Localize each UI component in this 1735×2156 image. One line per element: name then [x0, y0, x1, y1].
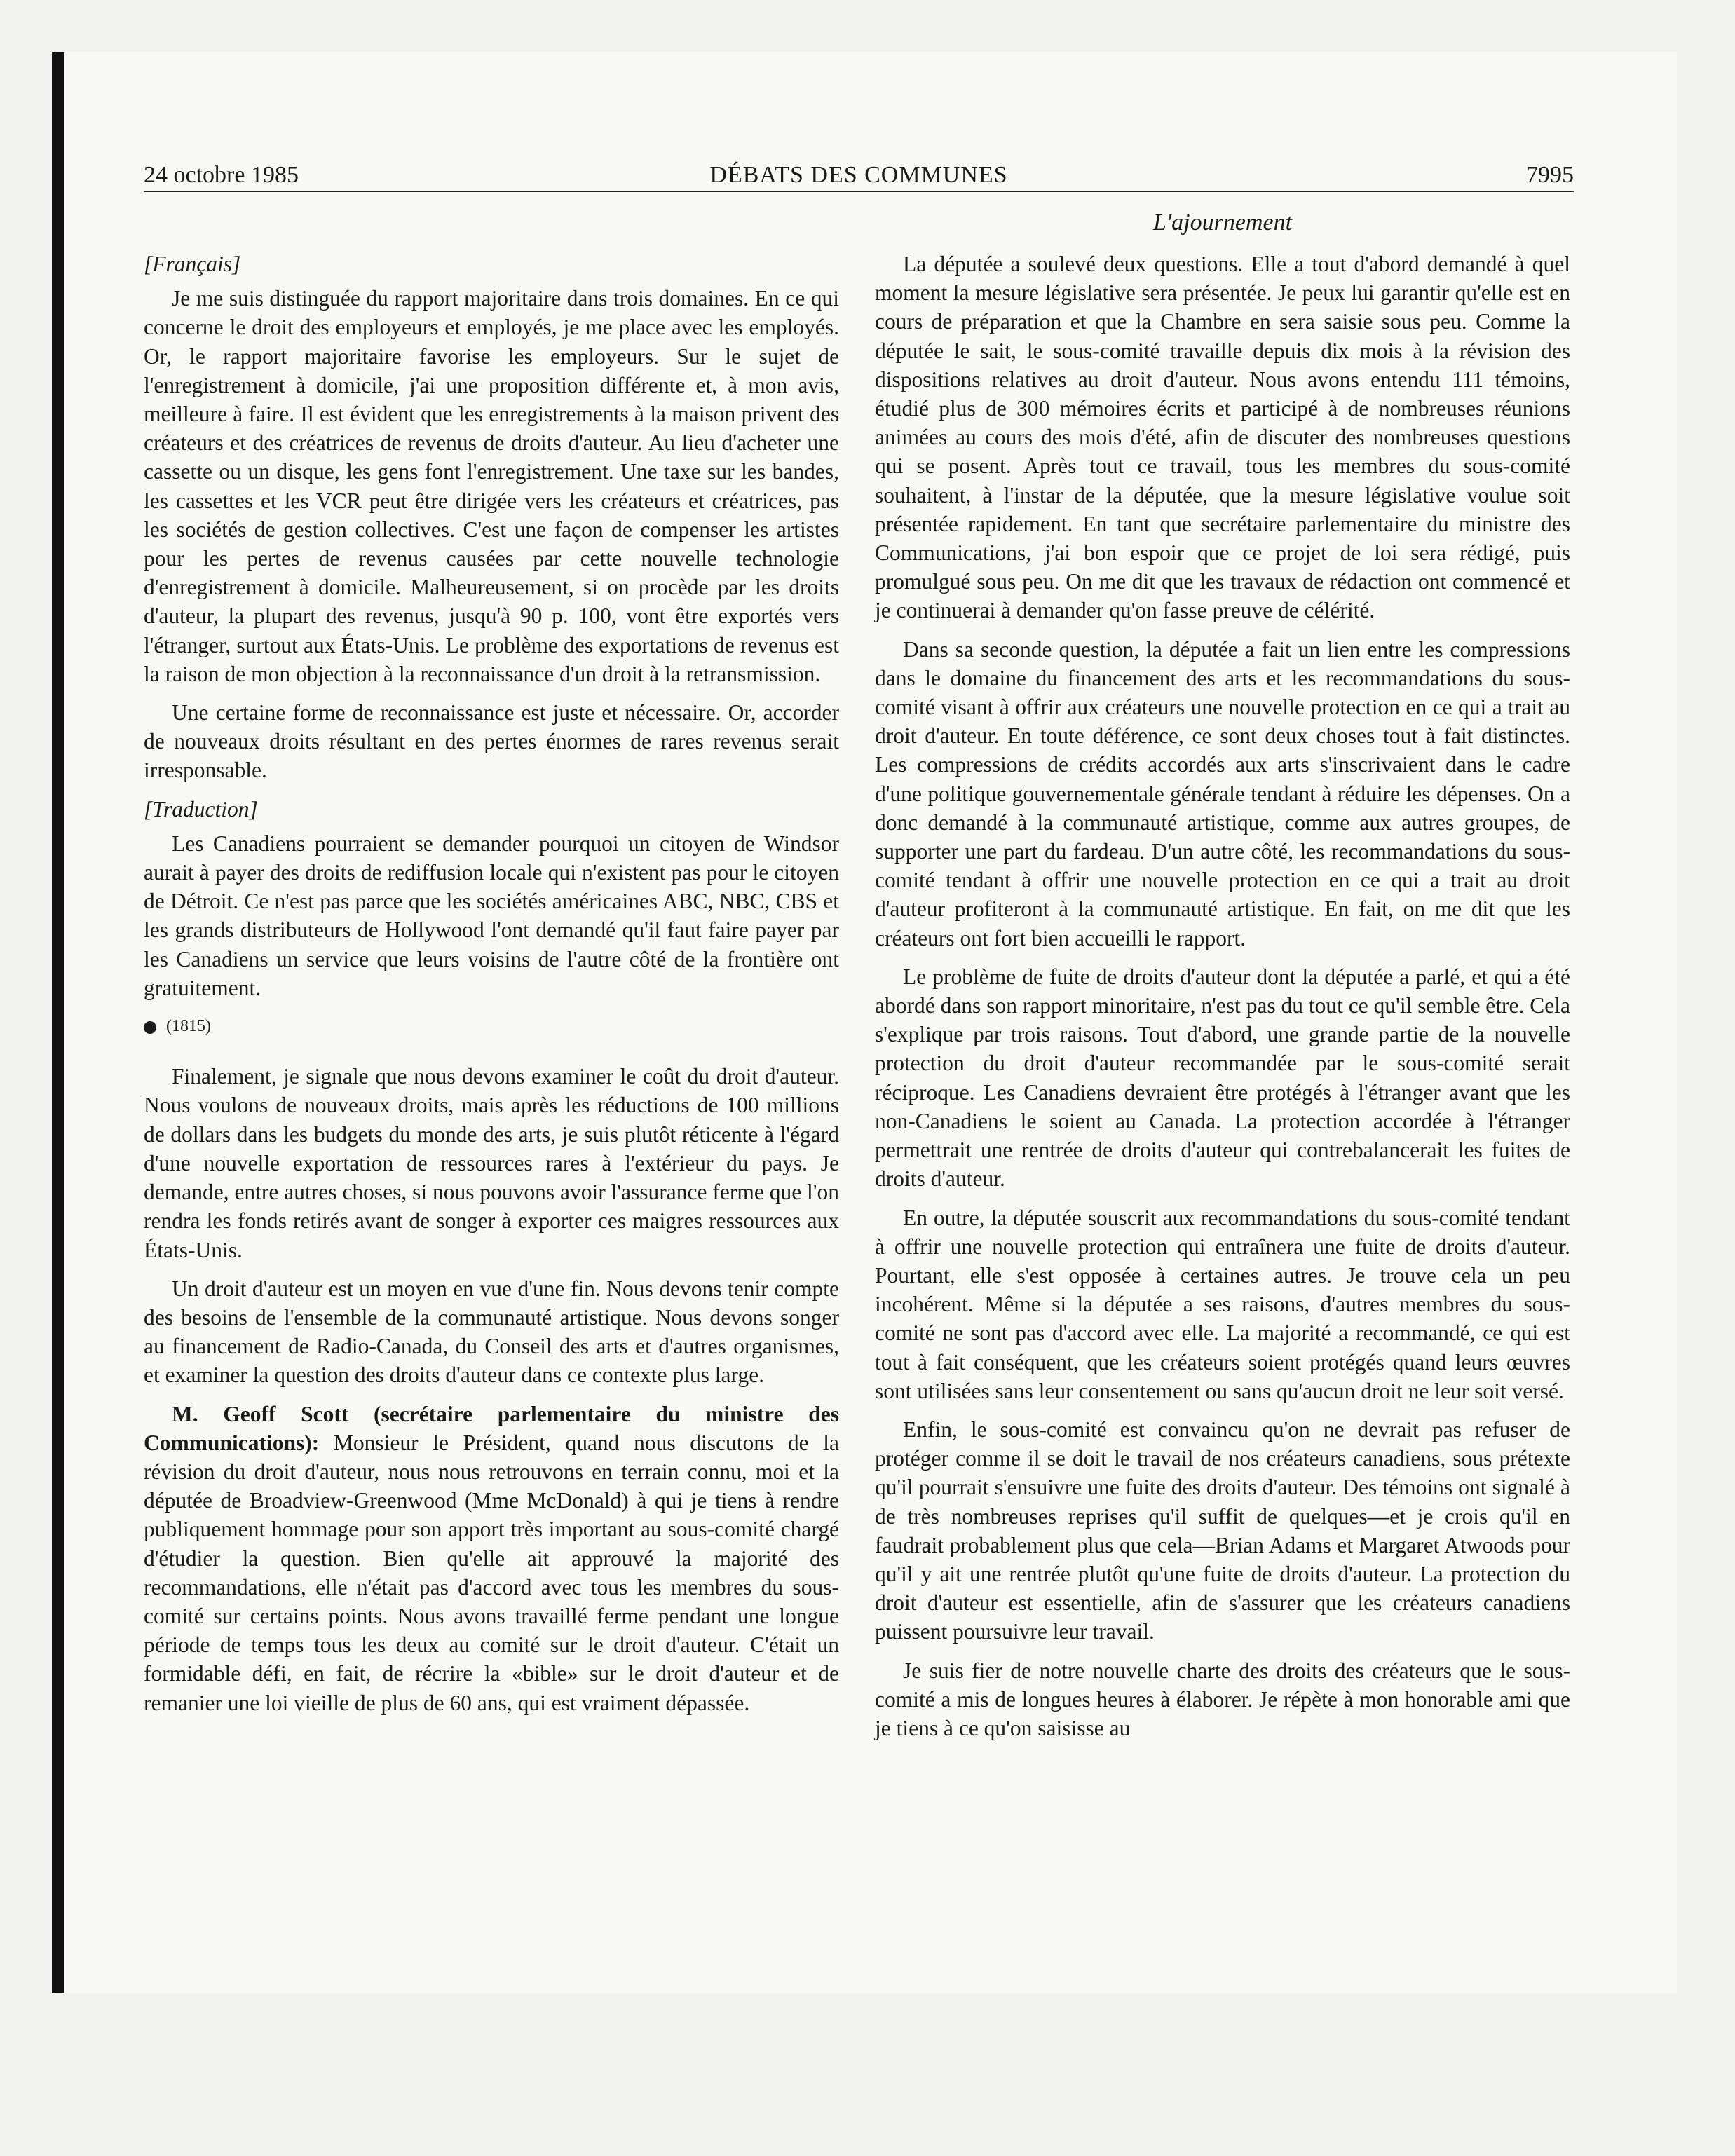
paragraph: Finalement, je signale que nous devons examiner le coût du droit d'auteur. Nous voulons de nouveaux droits, mais après les réductions de 100 millions de dollars dans les budgets du monde des arts, je suis plutôt réticente à l'égard d'une nouvelle exportation de ressources rares à l'extérieur du pays. Je demande, entre autres choses, si nous pouvons avoir l'assurance ferme que l'on rendra les fonds retirés avant de songer à exporter ces maigres ressources aux États-Unis. — [144, 1064, 839, 1262]
paragraph: En outre, la députée souscrit aux recommandations du sous-comité tendant à offrir une nouvelle protection qui entraînera une fuite de droits d'auteur. Pourtant, elle s'est opposée à certaines autres. Je trouve cela un peu incohérent. Même si la députée a ses raisons, d'autres membres du sous-comité ne sont pas d'accord avec elle. La majorité a recommandé, ce qui est tout à fait conséquent, que les créateurs soient protégés quand leurs œuvres sont utilisées sans leur consentement ou sans qu'aucun droit ne leur soit versé. — [875, 1205, 1570, 1403]
paragraph: Je suis fier de notre nouvelle charte des droits des créateurs que le sous-comité a mis de longues heures à élaborer. Je répète à mon honorable ami que je tiens à ce qu'on saisisse au — [875, 1658, 1570, 1740]
language-tag-traduction: [Traduction] — [144, 796, 258, 821]
header-title: DÉBATS DES COMMUNES — [709, 162, 1008, 188]
section-title: L'ajournement — [1152, 210, 1293, 236]
speaker-paragraph — [144, 1400, 839, 1717]
header-date: 24 octobre 1985 — [144, 162, 299, 188]
paragraph: Une certaine forme de reconnaissance est juste et nécessaire. Or, accorder de nouveaux droits résultant en des pertes énormes de rares revenus serait irresponsable. — [144, 700, 839, 783]
paragraph: Dans sa seconde question, la députée a fait un lien entre les compressions dans le domaine du financement des arts et les recommandations du sous-comité visant à offrir aux créateurs une nouvelle protection en ce qui a trait au droit d'auteur. En toute déférence, ce sont deux choses tout à fait distinctes. Les compressions de crédits accordés aux arts s'inscrivaient dans le cadre d'une politique gouvernementale générale tendant à réduire les dépenses. On a donc demandé à la communauté artistique, comme aux autres groupes, de supporter une part du fardeau. D'un autre côté, les recommandations du sous-comité tendant à offrir une nouvelle protection en ce qui a trait au droit d'auteur profiteront à la communauté artistique. En fait, on me dit que les créateurs ont fort bien accueilli le rapport. — [875, 636, 1570, 950]
speaker-name: M. Geoff Scott (secrétaire parlementaire du ministre des Communications): — [144, 1401, 839, 1455]
speech-text: Monsieur le Président, quand nous discutons de la révision du droit d'auteur, nous nous retrouvons en terrain connu, moi et la députée de Broadview-Greenwood (Mme McDonald) à qui je tiens à rendre publiquement hommage pour son apport très important au sous-comité chargé d'étudier la question. Bien qu'elle ait approuvé la majorité des recommandations, elle n'était pas d'accord avec tous les membres du sous-comité sur certains points. Nous avons travaillé ferme pendant une longue période de temps tous les deux au comité sur le droit d'auteur. C'était un formidable défi, en fait, de récrire la «bible» sur le droit d'auteur et de remanier une loi vieille de plus de 60 ans, qui est vraiment dépassée. — [144, 1430, 839, 1715]
paragraph: Enfin, le sous-comité est convaincu qu'on ne devrait pas refuser de protéger comme il se doit le travail de nos créateurs canadiens, sous prétexte qu'il pourrait s'ensuivre une fuite des droits d'auteur. Des témoins ont signalé à de très nombreuses reprises qu'il suffit de quelques—et je crois qu'il en faudrait probablement plus que cela—Brian Adams et Margaret Atwoods pour qu'il y ait une rentrée plutôt qu'une fuite de droits d'auteur. La protection du droit d'auteur est essentielle, afin de s'assurer que les créateurs canadiens puissent poursuivre leur travail. — [875, 1417, 1570, 1644]
paragraph: La députée a soulevé deux questions. Elle a tout d'abord demandé à quel moment la mesure législative sera présentée. Je peux lui garantir qu'elle est en cours de préparation et que la Chambre en sera saisie sous peu. Comme la députée le sait, le sous-comité travaille depuis dix mois à la révision des dispositions relatives au droit d'auteur. Nous avons entendu 111 témoins, étudié plus de 300 mémoires écrits et participé à de nombreuses réunions animées au cours des mois d'été, afin de discuter des nombreuses questions qui se posent. Après tout ce travail, tous les membres du sous-comité souhaitent, à l'instar de la députée, que la mesure législative voulue soit présentée rapidement. En tant que secrétaire parlementaire du ministre des Communications, j'ai bon espoir que ce projet de loi sera rédigé, puis promulgué sous peu. On me dit que les travaux de rédaction ont commencé et je continuerai à demander qu'on fasse preuve de célérité. — [875, 252, 1570, 623]
page-header — [144, 160, 1574, 191]
paragraph: Un droit d'auteur est un moyen en vue d'une fin. Nous devons tenir compte des besoins de l'ensemble de la communauté artistique. Nous devons songer au financement de Radio-Canada, du Conseil des arts et d'autres organismes, et examiner la question des droits d'auteur dans ce contexte plus large. — [144, 1276, 839, 1388]
paragraph: Je me suis distinguée du rapport majoritaire dans trois domaines. En ce qui concerne le droit des employeurs et employés, je me place avec les employés. Or, le rapport majoritaire favorise les employeurs. Sur le sujet de l'enregistrement à domicile, j'ai une proposition différente et, à mon avis, meilleure à faire. Il est évident que les enregistrements à la maison privent des créateurs et des créatrices de revenus de droits d'auteur. Au lieu d'acheter une cassette ou un disque, les gens font l'enregistrement. Une taxe sur les bandes, les cassettes et les VCR peut être dirigée vers les créateurs et créatrices, pas les sociétés de gestion collectives. C'est une façon de compenser les artistes pour les pertes de revenus causées par cette nouvelle technologie d'enregistrement à domicile. Malheureusement, si on procède par les droits d'auteur, la plupart des revenus, jusqu'à 90 p. 100, vont être exportés vers l'étranger, surtout aux États-Unis. Le problème des exportations de revenus est la raison de mon objection à la reconnaissance d'un droit à la retransmission. — [144, 286, 839, 686]
scan-edge-bar — [52, 52, 64, 1993]
time-label: (1815) — [166, 1017, 211, 1036]
left-column — [144, 250, 839, 1727]
time-marker — [144, 1012, 839, 1041]
header-page-number: 7995 — [1526, 162, 1574, 188]
bullet-icon — [144, 1021, 156, 1034]
header-rule — [144, 191, 1574, 192]
paragraph: Le problème de fuite de droits d'auteur dont la députée a parlé, et qui a été abordé dans son rapport minoritaire, n'est pas du tout ce qu'il semble être. Cela s'explique par trois raisons. Tout d'abord, une grande partie de la nouvelle protection du droit d'auteur recommandée par le sous-comité serait réciproque. Les Canadiens devraient être protégés à l'étranger avant que les non-Canadiens le soient au Canada. La protection accordée à l'étranger permettrait une rentrée de droits d'auteur qui contrebalancerait les fuites de droits d'auteur. — [875, 964, 1570, 1192]
paragraph: Les Canadiens pourraient se demander pourquoi un citoyen de Windsor aurait à payer des droits de rediffusion locale qui n'existent pas pour le citoyen de Détroit. Ce n'est pas parce que les sociétés américaines ABC, NBC, CBS et les grands distributeurs de Hollywood l'ont demandé qu'il faut faire payer par les Canadiens un service que leurs voisins de l'autre côté de la frontière ont gratuitement. — [144, 831, 839, 1000]
right-column — [875, 250, 1570, 1752]
language-tag-francais: [Français] — [144, 252, 241, 276]
